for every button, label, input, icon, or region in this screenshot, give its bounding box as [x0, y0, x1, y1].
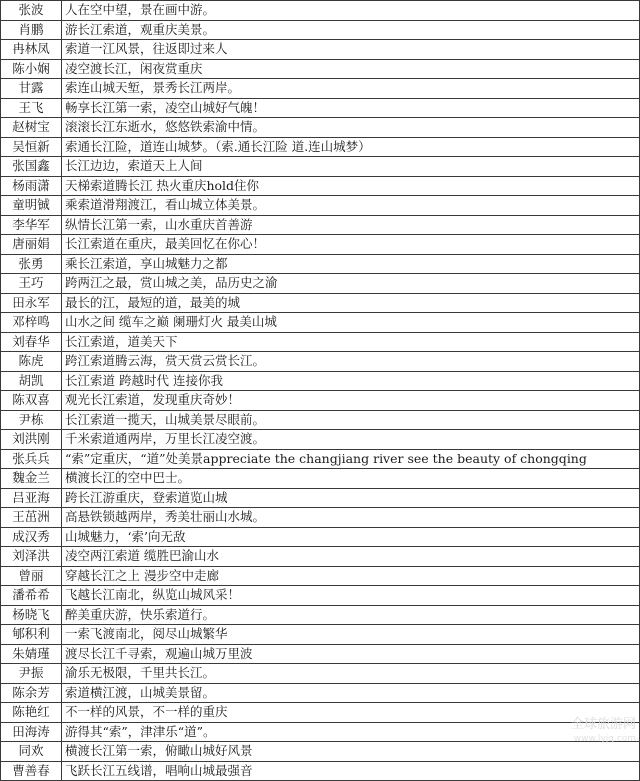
slogan-text: 游得其“索”，津津乐“道”。 [62, 722, 640, 742]
slogan-text: 凌空渡长江，闲夜赏重庆 [62, 59, 640, 79]
table-row [1, 586, 640, 606]
slogan-text: 索道一江风景，往返即过来人 [62, 40, 640, 60]
table-row [1, 59, 640, 79]
participant-name: 陈虎 [1, 352, 62, 372]
participant-name: 刘泽洪 [1, 547, 62, 567]
slogan-text: 醉美重庆游，快乐索道行。 [62, 605, 640, 625]
table-row [1, 352, 640, 372]
slogan-table-body [1, 1, 640, 781]
participant-name: 朱婧瑾 [1, 644, 62, 664]
slogan-text: 索道横江渡，山城美景留。 [62, 683, 640, 703]
table-row [1, 742, 640, 762]
slogan-text: 跨两江之最，赏山城之美，品历史之渝 [62, 274, 640, 294]
participant-name: 王巧 [1, 274, 62, 294]
slogan-text: 千米索道通两岸，万里长江凌空渡。 [62, 430, 640, 450]
participant-name: 吴恒新 [1, 137, 62, 157]
slogan-text: 渡尽长江千寻索，观遍山城万里波 [62, 644, 640, 664]
slogan-text: 跨长江游重庆，登索道览山城 [62, 488, 640, 508]
table-row [1, 313, 640, 333]
table-row [1, 196, 640, 216]
table-row [1, 79, 640, 99]
table-row [1, 274, 640, 294]
participant-name: 陈双喜 [1, 391, 62, 411]
table-row [1, 332, 640, 352]
slogan-text: 不一样的风景，不一样的重庆 [62, 703, 640, 723]
slogan-text: 横渡长江第一索，俯瞰山城好风景 [62, 742, 640, 762]
table-row [1, 430, 640, 450]
slogan-text: 山水之间 缆车之巅 阑珊灯火 最美山城 [62, 313, 640, 333]
slogan-text: 长江索道，道美天下 [62, 332, 640, 352]
participant-name: 潘希希 [1, 586, 62, 606]
table-row [1, 683, 640, 703]
participant-name: 田海涛 [1, 722, 62, 742]
slogan-text: 索通长江险，道连山城梦。（索.通长江险 道.连山城梦） [62, 137, 640, 157]
table-row [1, 40, 640, 60]
participant-name: 成汉秀 [1, 527, 62, 547]
table-row [1, 625, 640, 645]
table-row [1, 20, 640, 40]
slogan-text: 穿越长江之上 漫步空中走廊 [62, 566, 640, 586]
slogan-text: 渝乐无极限，千里共长江。 [62, 664, 640, 684]
participant-name: 唐丽娟 [1, 235, 62, 255]
table-row [1, 410, 640, 430]
slogan-text: 天梯索道腾长江 热火重庆hold住你 [62, 176, 640, 196]
table-row [1, 118, 640, 138]
participant-name: 张国鑫 [1, 157, 62, 177]
participant-name: 张勇 [1, 254, 62, 274]
participant-name: 同欢 [1, 742, 62, 762]
participant-name: 杨雨潇 [1, 176, 62, 196]
table-row [1, 137, 640, 157]
table-row [1, 254, 640, 274]
slogan-text: 游长江索道，观重庆美景。 [62, 20, 640, 40]
table-row [1, 157, 640, 177]
participant-name: 陈余芳 [1, 683, 62, 703]
slogan-text: 人在空中望，景在画中游。 [62, 1, 640, 21]
table-row [1, 664, 640, 684]
participant-name: 田永军 [1, 293, 62, 313]
table-row [1, 488, 640, 508]
watermark-url: www.lyjq.com [573, 734, 636, 744]
participant-name: 尹栋 [1, 410, 62, 430]
table-row [1, 644, 640, 664]
table-row [1, 547, 640, 567]
slogan-text: 长江索道一揽天，山城美景尽眼前。 [62, 410, 640, 430]
participant-name: 肖鹏 [1, 20, 62, 40]
slogan-text: 横渡长江的空中巴士。 [62, 469, 640, 489]
slogan-text: 飞跃长江五线谱，唱响山城最强音 [62, 761, 640, 781]
participant-name: 郇积利 [1, 625, 62, 645]
slogan-text: 滚滚长江东逝水，悠悠铁索渝中情。 [62, 118, 640, 138]
participant-name: 王茁洲 [1, 508, 62, 528]
participant-name: 尹振 [1, 664, 62, 684]
slogan-text: 乘长江索道，享山城魅力之都 [62, 254, 640, 274]
table-row [1, 176, 640, 196]
table-row [1, 761, 640, 781]
slogan-text: 乘索道滑翔渡江，看山城立体美景。 [62, 196, 640, 216]
slogan-text: 长江边边，索道天上人间 [62, 157, 640, 177]
table-row [1, 703, 640, 723]
participant-name: 邓梓鸣 [1, 313, 62, 333]
slogan-text: 长江索道 跨越时代 连接你我 [62, 371, 640, 391]
participant-name: 陈艳红 [1, 703, 62, 723]
slogan-text: 凌空两江索道 缆胜巴渝山水 [62, 547, 640, 567]
participant-name: 赵树宝 [1, 118, 62, 138]
participant-name: 冉林凤 [1, 40, 62, 60]
table-row [1, 469, 640, 489]
participant-name: 魏金兰 [1, 469, 62, 489]
slogan-text: 最长的江，最短的道，最美的城 [62, 293, 640, 313]
participant-name: 刘洪刚 [1, 430, 62, 450]
slogan-text: 纵情长江第一索，山水重庆首善游 [62, 215, 640, 235]
slogan-text: “索”定重庆，“道”处美景appreciate the changjiang river see the beauty of chongqing [62, 449, 640, 469]
slogan-text: 一索飞渡南北，阅尽山城繁华 [62, 625, 640, 645]
participant-name: 曾丽 [1, 566, 62, 586]
participant-name: 吕亚海 [1, 488, 62, 508]
participant-name: 童明铖 [1, 196, 62, 216]
table-row [1, 235, 640, 255]
table-row [1, 722, 640, 742]
slogan-text: 索连山城天堑，景秀长江两岸。 [62, 79, 640, 99]
table-row [1, 605, 640, 625]
watermark-title: 全球旅游网 [570, 717, 636, 732]
table-row [1, 293, 640, 313]
slogan-text: 观光长江索道，发现重庆奇妙！ [62, 391, 640, 411]
table-row [1, 508, 640, 528]
table-row [1, 566, 640, 586]
watermark-logo [566, 718, 636, 746]
slogan-text: 高悬铁锁越两岸，秀美壮丽山水城。 [62, 508, 640, 528]
table-row [1, 215, 640, 235]
table-row [1, 1, 640, 21]
slogan-text: 长江索道在重庆，最美回忆在你心！ [62, 235, 640, 255]
participant-name: 李华军 [1, 215, 62, 235]
table-row [1, 371, 640, 391]
table-row [1, 98, 640, 118]
table-row [1, 449, 640, 469]
participant-name: 陈小娴 [1, 59, 62, 79]
slogan-text: 飞越长江南北，纵览山城风采！ [62, 586, 640, 606]
participant-name: 张兵兵 [1, 449, 62, 469]
slogan-text: 跨江索道腾云海，赏天赏云赏长江。 [62, 352, 640, 372]
slogan-text: 畅享长江第一索，凌空山城好气魄！ [62, 98, 640, 118]
participant-name: 王飞 [1, 98, 62, 118]
participant-name: 胡凯 [1, 371, 62, 391]
slogan-text: 山城魅力，‘索’向无敌 [62, 527, 640, 547]
participant-name: 刘春华 [1, 332, 62, 352]
participant-name: 杨晓飞 [1, 605, 62, 625]
participant-name: 曹善春 [1, 761, 62, 781]
participant-name: 张波 [1, 1, 62, 21]
table-row [1, 527, 640, 547]
participant-name: 甘露 [1, 79, 62, 99]
table-row [1, 391, 640, 411]
